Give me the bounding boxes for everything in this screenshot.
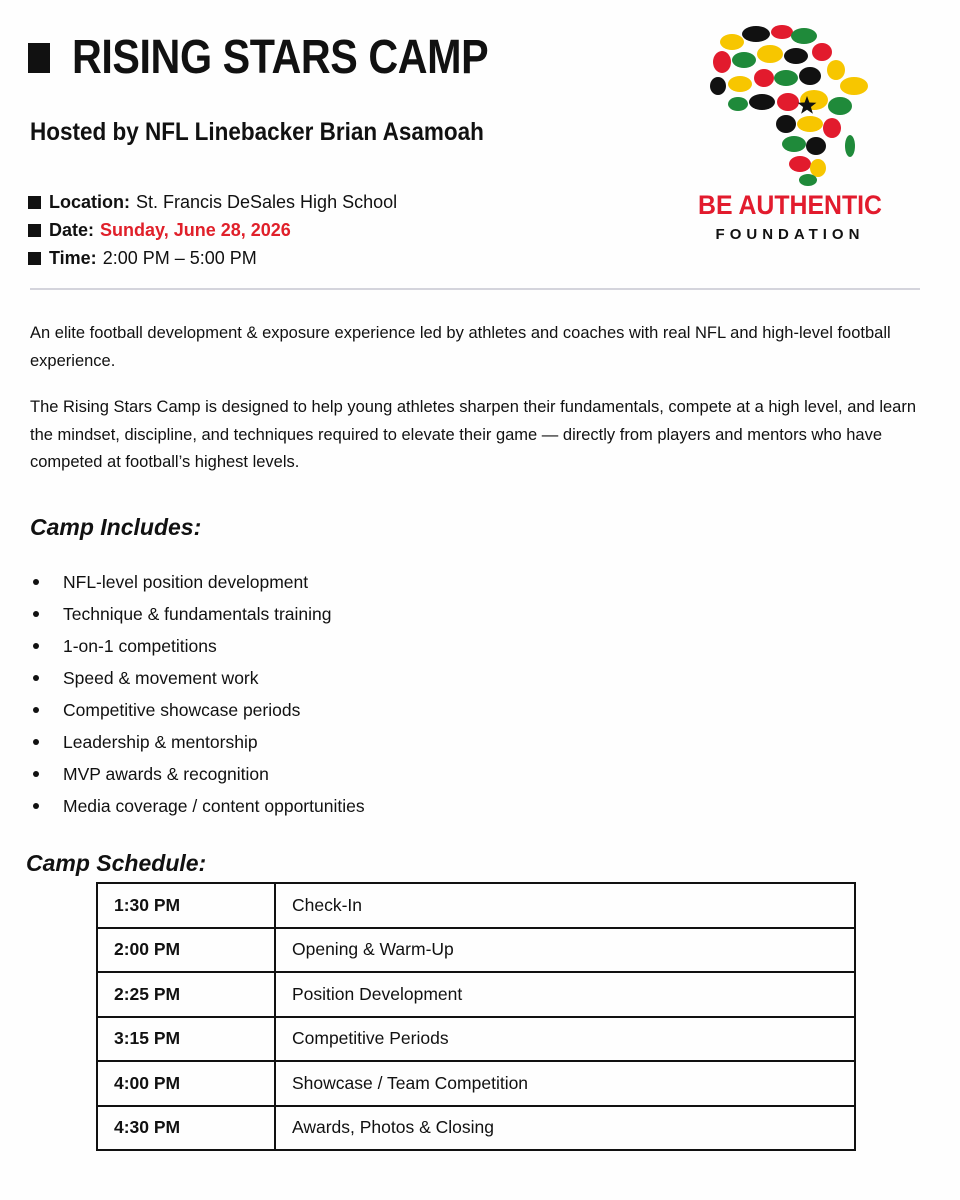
schedule-time: 2:00 PM <box>97 928 275 973</box>
intro-paragraph-1: An elite football development & exposure experience led by athletes and coaches with real NFL and high-level football experience. <box>30 324 891 370</box>
table-row <box>97 1106 855 1151</box>
schedule-activity: Check-In <box>275 883 855 928</box>
time-value: 2:00 PM – 5:00 PM <box>102 247 257 268</box>
list-item <box>30 726 365 758</box>
title-square-icon <box>28 43 50 73</box>
schedule-heading: Camp Schedule: <box>26 850 207 876</box>
list-item <box>30 758 365 790</box>
schedule-activity: Opening & Warm-Up <box>275 928 855 973</box>
schedule-time: 3:15 PM <box>97 1017 275 1062</box>
list-item-label: NFL-level position development <box>63 571 309 592</box>
includes-heading: Camp Includes: <box>30 514 202 540</box>
bullet-icon <box>33 771 39 777</box>
schedule-activity: Showcase / Team Competition <box>275 1061 855 1106</box>
list-item-label: Technique & fundamentals training <box>63 603 332 624</box>
square-bullet-icon <box>28 252 41 265</box>
list-item <box>30 790 365 822</box>
table-row <box>97 1061 855 1106</box>
date-row <box>28 216 397 244</box>
schedule-time: 2:25 PM <box>97 972 275 1017</box>
list-item-label: Media coverage / content opportunities <box>63 795 365 816</box>
list-item <box>30 598 365 630</box>
bullet-icon <box>33 579 39 585</box>
logo-name: BE AUTHENTIC <box>698 190 882 220</box>
list-item-label: 1-on-1 competitions <box>63 635 217 656</box>
intro-paragraph-2: The Rising Stars Camp is designed to help young athletes sharpen their fundamentals, compete at a high level, and learn the mindset, discipline, and techniques required to elevate their game — directly from players and mentors who have competed at football’s highest levels. <box>30 398 917 471</box>
africa-map-icon <box>704 20 874 188</box>
bullet-icon <box>33 739 39 745</box>
table-row <box>97 972 855 1017</box>
list-item-label: MVP awards & recognition <box>63 763 269 784</box>
time-row <box>28 244 397 272</box>
event-info <box>28 188 397 272</box>
schedule-time: 4:30 PM <box>97 1106 275 1151</box>
section-divider <box>30 288 920 290</box>
page-subtitle: Hosted by NFL Linebacker Brian Asamoah <box>30 118 484 146</box>
list-item <box>30 662 365 694</box>
includes-list <box>30 566 365 822</box>
schedule-table <box>96 882 856 1151</box>
location-row <box>28 188 397 216</box>
bullet-icon <box>33 643 39 649</box>
list-item <box>30 566 365 598</box>
page-title: RISING STARS CAMP <box>72 31 489 84</box>
bullet-icon <box>33 611 39 617</box>
square-bullet-icon <box>28 196 41 209</box>
schedule-activity: Position Development <box>275 972 855 1017</box>
list-item <box>30 630 365 662</box>
list-item <box>30 694 365 726</box>
bullet-icon <box>33 707 39 713</box>
list-item-label: Leadership & mentorship <box>63 731 258 752</box>
table-row <box>97 1017 855 1062</box>
title-row <box>28 31 556 84</box>
square-bullet-icon <box>28 224 41 237</box>
list-item-label: Speed & movement work <box>63 667 259 688</box>
date-label: Date: <box>49 219 95 240</box>
table-row <box>97 928 855 973</box>
foundation-logo <box>690 20 890 243</box>
location-label: Location: <box>49 191 130 212</box>
schedule-time: 4:00 PM <box>97 1061 275 1106</box>
schedule-time: 1:30 PM <box>97 883 275 928</box>
schedule-activity: Competitive Periods <box>275 1017 855 1062</box>
location-value: St. Francis DeSales High School <box>136 191 398 212</box>
time-label: Time: <box>49 247 97 268</box>
list-item-label: Competitive showcase periods <box>63 699 301 720</box>
table-row <box>97 883 855 928</box>
logo-subtitle: FOUNDATION <box>715 226 865 243</box>
schedule-activity: Awards, Photos & Closing <box>275 1106 855 1151</box>
bullet-icon <box>33 803 39 809</box>
bullet-icon <box>33 675 39 681</box>
date-value: Sunday, June 28, 2026 <box>100 219 291 240</box>
